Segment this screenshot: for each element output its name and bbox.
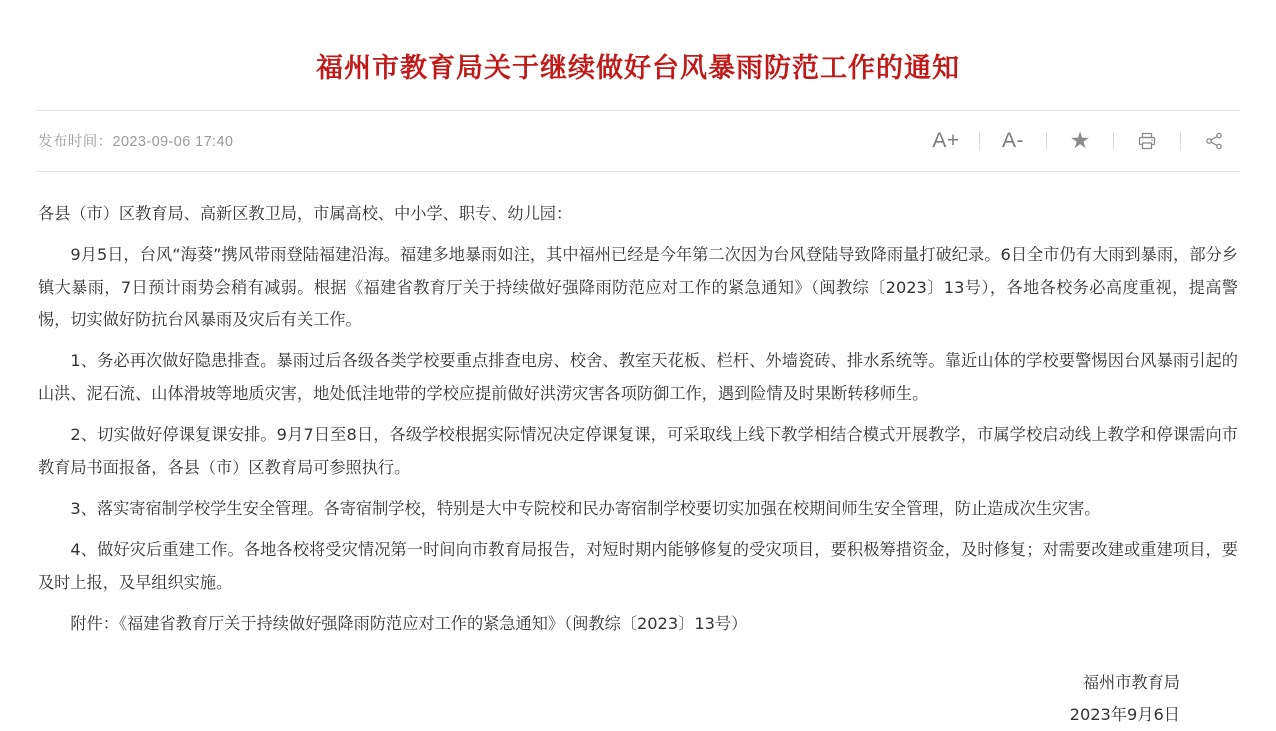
meta-bar xyxy=(36,110,1240,172)
publish-time-text: 发布时间：2023-09-06 17:40 xyxy=(38,134,234,151)
paragraph-5: 4、做好灾后重建工作。各地各校将受灾情况第一时间向市教育局报告，对短时期内能够修复的受灾项目，要积极筹措资金，及时修复；对需要改建或重建项目，要及时上报，及早组织实施。 xyxy=(38,540,1238,592)
paragraph-4: 3、落实寄宿制学校学生安全管理。各寄宿制学校，特别是大中专院校和民办寄宿制学校要切实加强在校期间师生安全管理，防止造成次生灾害。 xyxy=(70,499,1101,519)
divider xyxy=(979,132,980,150)
paragraph-1: 9月5日，台风“海葵”携风带雨登陆福建沿海。福建多地暴雨如注，其中福州已经是今年第二次因为台风登陆导致降雨量打破纪录。6日全市仍有大雨到暴雨，部分乡镇大暴雨，7日预计雨势会稍有减弱。根据《福建省教育厅关于持续做好强降雨防范应对工作的紧急通知》（闽教综〔2023〕13号），各地各校务必高度重视，提高警惕，切实做好防抗台风暴雨及灾后有关工作。 xyxy=(38,245,1238,330)
printer-icon[interactable] xyxy=(1123,124,1171,158)
salutation: 各县（市）区教育局、高新区教卫局，市属高校、中小学、职专、幼儿园： xyxy=(38,203,573,223)
publish-time xyxy=(38,130,233,151)
star-icon[interactable]: ★ xyxy=(1069,127,1091,154)
font-decrease-button[interactable]: A- xyxy=(1002,128,1024,152)
paragraph-3: 2、切实做好停课复课安排。9月7日至8日，各级学校根据实际情况决定停课复课，可采取线上线下教学相结合模式开展教学，市属学校启动线上教学和停课需向市教育局书面报备，各县（市）区教育局可参照执行。 xyxy=(38,425,1238,477)
signature-block xyxy=(36,667,1240,731)
divider xyxy=(1113,132,1114,150)
article-tools xyxy=(922,124,1238,158)
signature-date: 2023年9月6日 xyxy=(1069,705,1180,725)
paragraph-2: 1、务必再次做好隐患排查。暴雨过后各级各类学校要重点排查电房、校舍、教室天花板、栏杆、外墙瓷砖、排水系统等。靠近山体的学校要警惕因台风暴雨引起的山洪、泥石流、山体滑坡等地质灾害，地处低洼地带的学校应提前做好洪涝灾害各项防御工作，遇到险情及时果断转移师生。 xyxy=(38,351,1238,403)
page-title: 福州市教育局关于继续做好台风暴雨防范工作的通知 xyxy=(316,53,960,84)
attachment-line: 附件：《福建省教育厅关于持续做好强降雨防范应对工作的紧急通知》（闽教综〔2023〕13号） xyxy=(70,614,748,634)
divider xyxy=(1046,132,1047,150)
font-increase-button[interactable]: A+ xyxy=(932,128,960,152)
signature-organization: 福州市教育局 xyxy=(1082,672,1180,692)
share-icon[interactable] xyxy=(1190,124,1238,158)
divider xyxy=(1180,132,1181,150)
article-body xyxy=(36,172,1240,641)
